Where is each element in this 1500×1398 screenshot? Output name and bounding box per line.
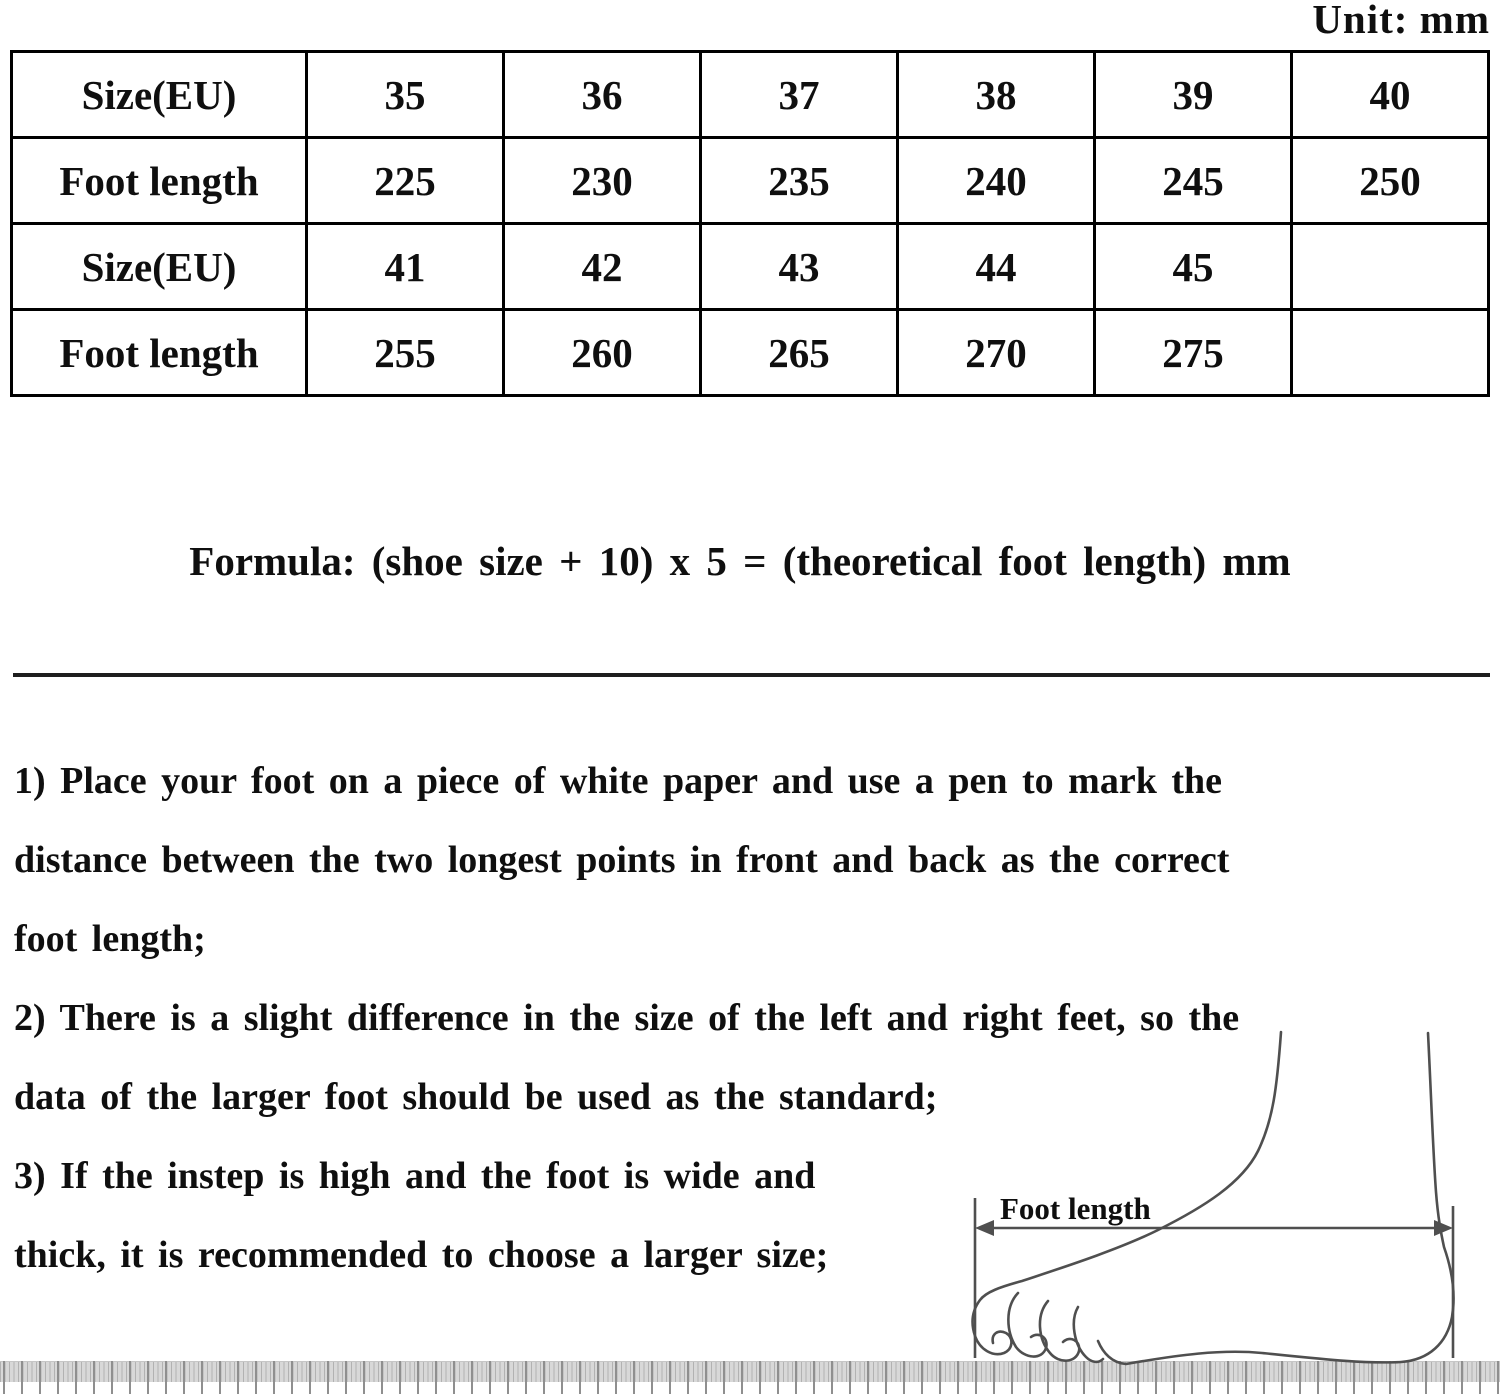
unit-label: Unit: mm <box>1312 0 1490 42</box>
table-cell: 255 <box>307 310 504 396</box>
instruction-line: 2) There is a slight difference in the size of the left and right feet, so the <box>14 997 1240 1039</box>
row-header-cell: Size(EU) <box>12 52 307 138</box>
table-cell: 240 <box>898 138 1095 224</box>
table-cell: 43 <box>701 224 898 310</box>
table-row <box>12 52 1489 138</box>
row-header-cell: Size(EU) <box>12 224 307 310</box>
table-cell: 250 <box>1292 138 1489 224</box>
table-cell: 45 <box>1095 224 1292 310</box>
table-cell: 235 <box>701 138 898 224</box>
instruction-line: foot length; <box>14 918 206 960</box>
table-cell: 275 <box>1095 310 1292 396</box>
table-cell: 260 <box>504 310 701 396</box>
table-cell: 230 <box>504 138 701 224</box>
row-header-cell: Foot length <box>12 310 307 396</box>
table-cell: 39 <box>1095 52 1292 138</box>
table-cell: 270 <box>898 310 1095 396</box>
instruction-line: 1) Place your foot on a piece of white paper and use a pen to mark the <box>14 760 1222 802</box>
arrowhead-right-icon <box>1434 1220 1453 1236</box>
table-cell: 35 <box>307 52 504 138</box>
table-cell: 265 <box>701 310 898 396</box>
formula-text: Formula: (shoe size + 10) x 5 = (theoretical foot length) mm <box>189 538 1291 584</box>
instruction-line: data of the larger foot should be used as the standard; <box>14 1076 938 1118</box>
table-cell: 40 <box>1292 52 1489 138</box>
table-cell: 36 <box>504 52 701 138</box>
size-table <box>10 50 1490 397</box>
table-cell: 245 <box>1095 138 1292 224</box>
table-cell: 42 <box>504 224 701 310</box>
table-row <box>12 138 1489 224</box>
instruction-line: distance between the two longest points in front and back as the correct <box>14 839 1230 881</box>
divider-line <box>13 673 1490 677</box>
table-cell: 38 <box>898 52 1095 138</box>
table-cell <box>1292 224 1489 310</box>
arrowhead-left-icon <box>975 1220 994 1236</box>
instruction-line: thick, it is recommended to choose a larger size; <box>14 1234 829 1276</box>
table-cell <box>1292 310 1489 396</box>
table-cell: 44 <box>898 224 1095 310</box>
table-row <box>12 310 1489 396</box>
foot-length-label: Foot length <box>1000 1191 1151 1226</box>
table-cell: 37 <box>701 52 898 138</box>
table-row <box>12 224 1489 310</box>
instruction-line: 3) If the instep is high and the foot is wide and <box>14 1155 816 1197</box>
row-header-cell: Foot length <box>12 138 307 224</box>
foot-illustration <box>930 1020 1500 1398</box>
table-cell: 225 <box>307 138 504 224</box>
table-cell: 41 <box>307 224 504 310</box>
